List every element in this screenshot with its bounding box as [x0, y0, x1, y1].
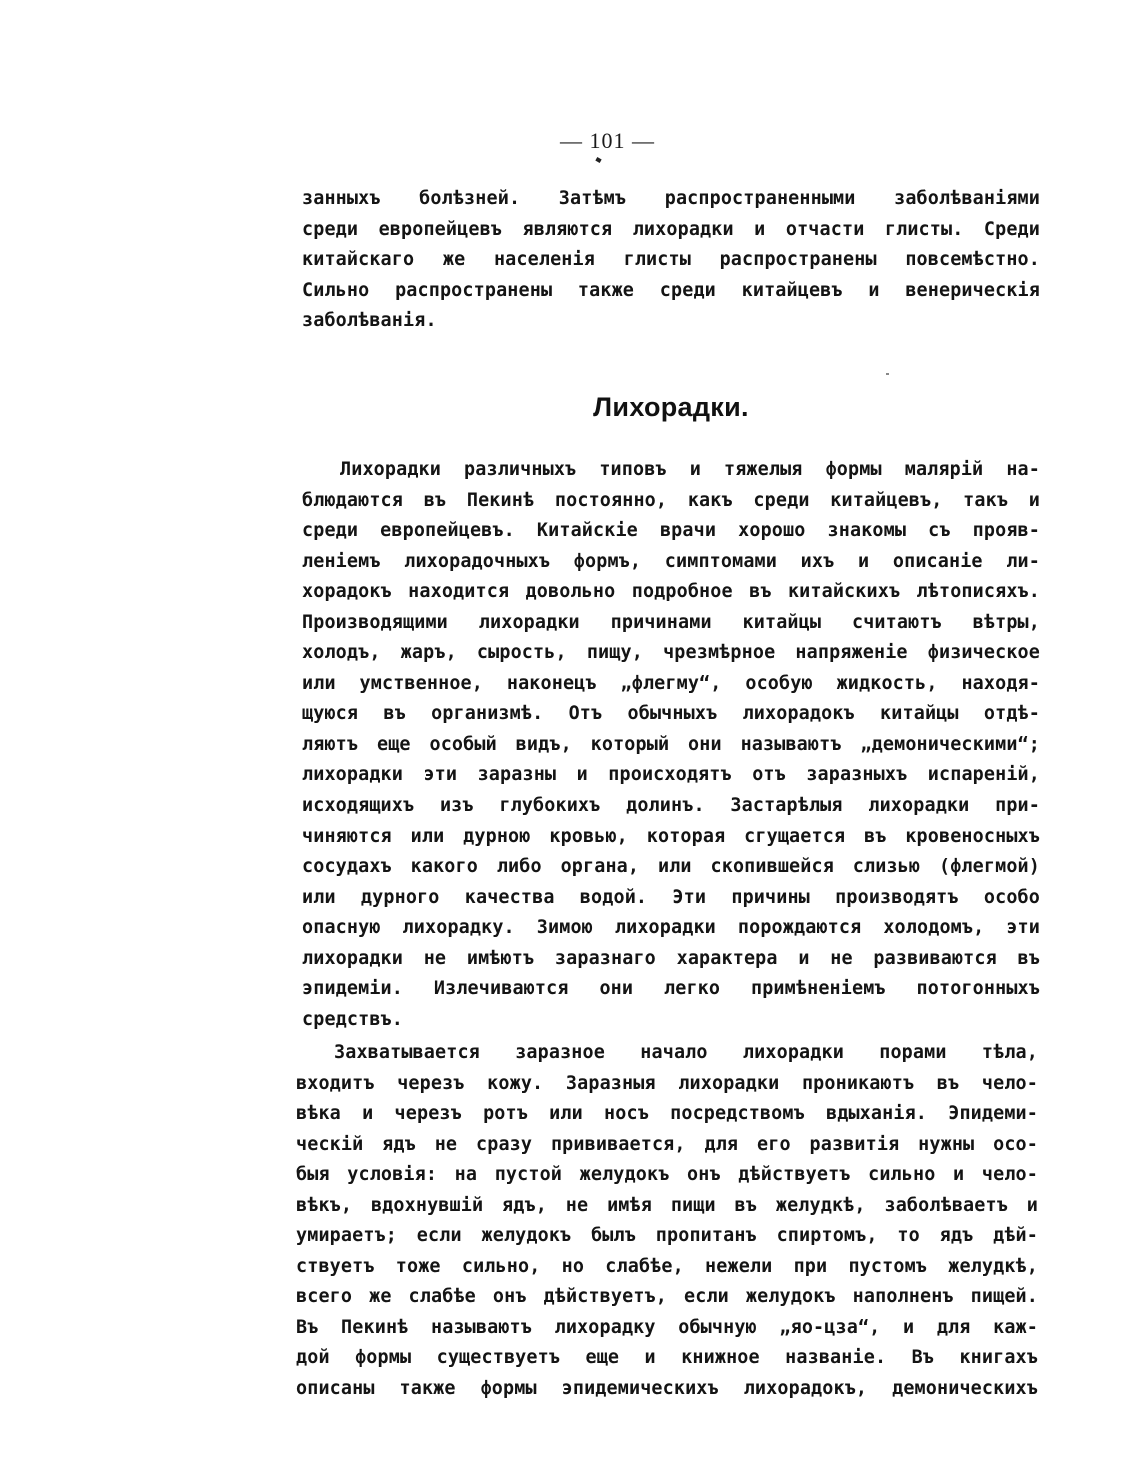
text-line: заболѣванія.: [302, 310, 437, 332]
text-line: Производящими лихорадки причинами китайцы считаютъ вѣтры,: [302, 611, 1040, 633]
text-line: ствуетъ тоже сильно, но слабѣе, нежели при пустомъ желудкѣ,: [296, 1255, 1038, 1277]
section-heading: Лихорадки.: [593, 392, 749, 422]
text-line: хорадокъ находится довольно подробное въ китайскихъ лѣтописяхъ.: [302, 581, 1040, 603]
text-line: вѣкъ, вдохнувшій ядъ, не имѣя пищи въ желудкѣ, заболѣваетъ и: [296, 1194, 1038, 1216]
text-line: всего же слабѣе онъ дѣйствуетъ, если желудокъ наполненъ пищей.: [296, 1286, 1038, 1308]
text-line: холодъ, жаръ, сырость, пищу, чрезмѣрное напряженіе физическое: [302, 642, 1040, 664]
text-line: среди европейцевъ являются лихорадки и отчасти глисты. Среди: [302, 218, 1040, 240]
text-line: быя условія: на пустой желудокъ онъ дѣйствуетъ сильно и чело-: [296, 1164, 1038, 1186]
text-line: Захватывается заразное начало лихорадки порами тѣла,: [334, 1042, 1038, 1063]
text-line: входитъ черезъ кожу. Заразныя лихорадки проникаютъ въ чело-: [296, 1072, 1038, 1094]
text-line: сосудахъ какого либо органа, или скопившейся слизью (флегмой): [302, 856, 1040, 878]
text-line: чиняются или дурною кровью, которая сгущается въ кровеносныхъ: [302, 825, 1040, 847]
text-line: опасную лихорадку. Зимою лихорадки порождаются холодомъ, эти: [302, 917, 1040, 939]
text-line: Въ Пекинѣ называютъ лихорадку обычную „яо-цза“, и для каж-: [296, 1316, 1038, 1338]
print-speck: [595, 157, 601, 163]
text-line: описаны также формы эпидемическихъ лихорадокъ, демоническихъ: [296, 1378, 1038, 1400]
text-line: дой формы существуетъ еще и книжное названіе. Въ книгахъ: [296, 1347, 1038, 1369]
text-line: умираетъ; если желудокъ былъ пропитанъ спиртомъ, то ядъ дѣй-: [296, 1225, 1038, 1247]
text-line: Сильно распространены также среди китайцевъ и венерическія: [302, 279, 1040, 301]
text-line: занныхъ болѣзней. Затѣмъ распространенными заболѣваніями: [302, 188, 1040, 209]
text-line: ляютъ еще особый видъ, который они называютъ „демоническими“;: [302, 733, 1040, 755]
text-line: средствъ.: [302, 1008, 403, 1030]
text-line: леніемъ лихорадочныхъ формъ, симптомами ихъ и описаніе ли-: [302, 550, 1040, 572]
intro-paragraph: [302, 184, 1040, 337]
text-line: или умственное, наконецъ „флегму“, особую жидкость, находя-: [302, 672, 1040, 694]
text-line: щуюся въ организмѣ. Отъ обычныхъ лихорадокъ китайцы отдѣ-: [302, 703, 1040, 725]
text-line: среди европейцевъ. Китайскіе врачи хорошо знакомы съ прояв-: [302, 520, 1040, 542]
text-line: эпидеміи. Излечиваются они легко примѣненіемъ потогонныхъ: [302, 978, 1040, 1000]
text-line: ческій ядъ не сразу прививается, для его развитія нужны осо-: [296, 1133, 1038, 1155]
text-line: или дурного качества водой. Эти причины производятъ особо: [302, 886, 1040, 908]
text-line: вѣка и черезъ ротъ или носъ посредствомъ вдыханія. Эпидеми-: [296, 1103, 1038, 1125]
paragraph-fevers-causes: [302, 455, 1040, 1035]
text-line: лихорадки эти заразны и происходятъ отъ заразныхъ испареній,: [302, 764, 1040, 786]
text-line: китайскаго же населенія глисты распространены повсемѣстно.: [302, 249, 1040, 271]
print-dot: [886, 373, 889, 375]
text-line: Лихорадки различныхъ типовъ и тяжелыя формы малярій на-: [340, 459, 1040, 480]
page-number: — 101 —: [560, 128, 655, 153]
text-line: лихорадки не имѣютъ заразнаго характера и не развиваются въ: [302, 947, 1040, 969]
text-line: блюдаются въ Пекинѣ постоянно, какъ среди китайцевъ, такъ и: [302, 489, 1040, 511]
paragraph-fevers-contagion: [296, 1038, 1038, 1405]
text-line: исходящихъ изъ глубокихъ долинъ. Застарѣлыя лихорадки при-: [302, 795, 1040, 817]
